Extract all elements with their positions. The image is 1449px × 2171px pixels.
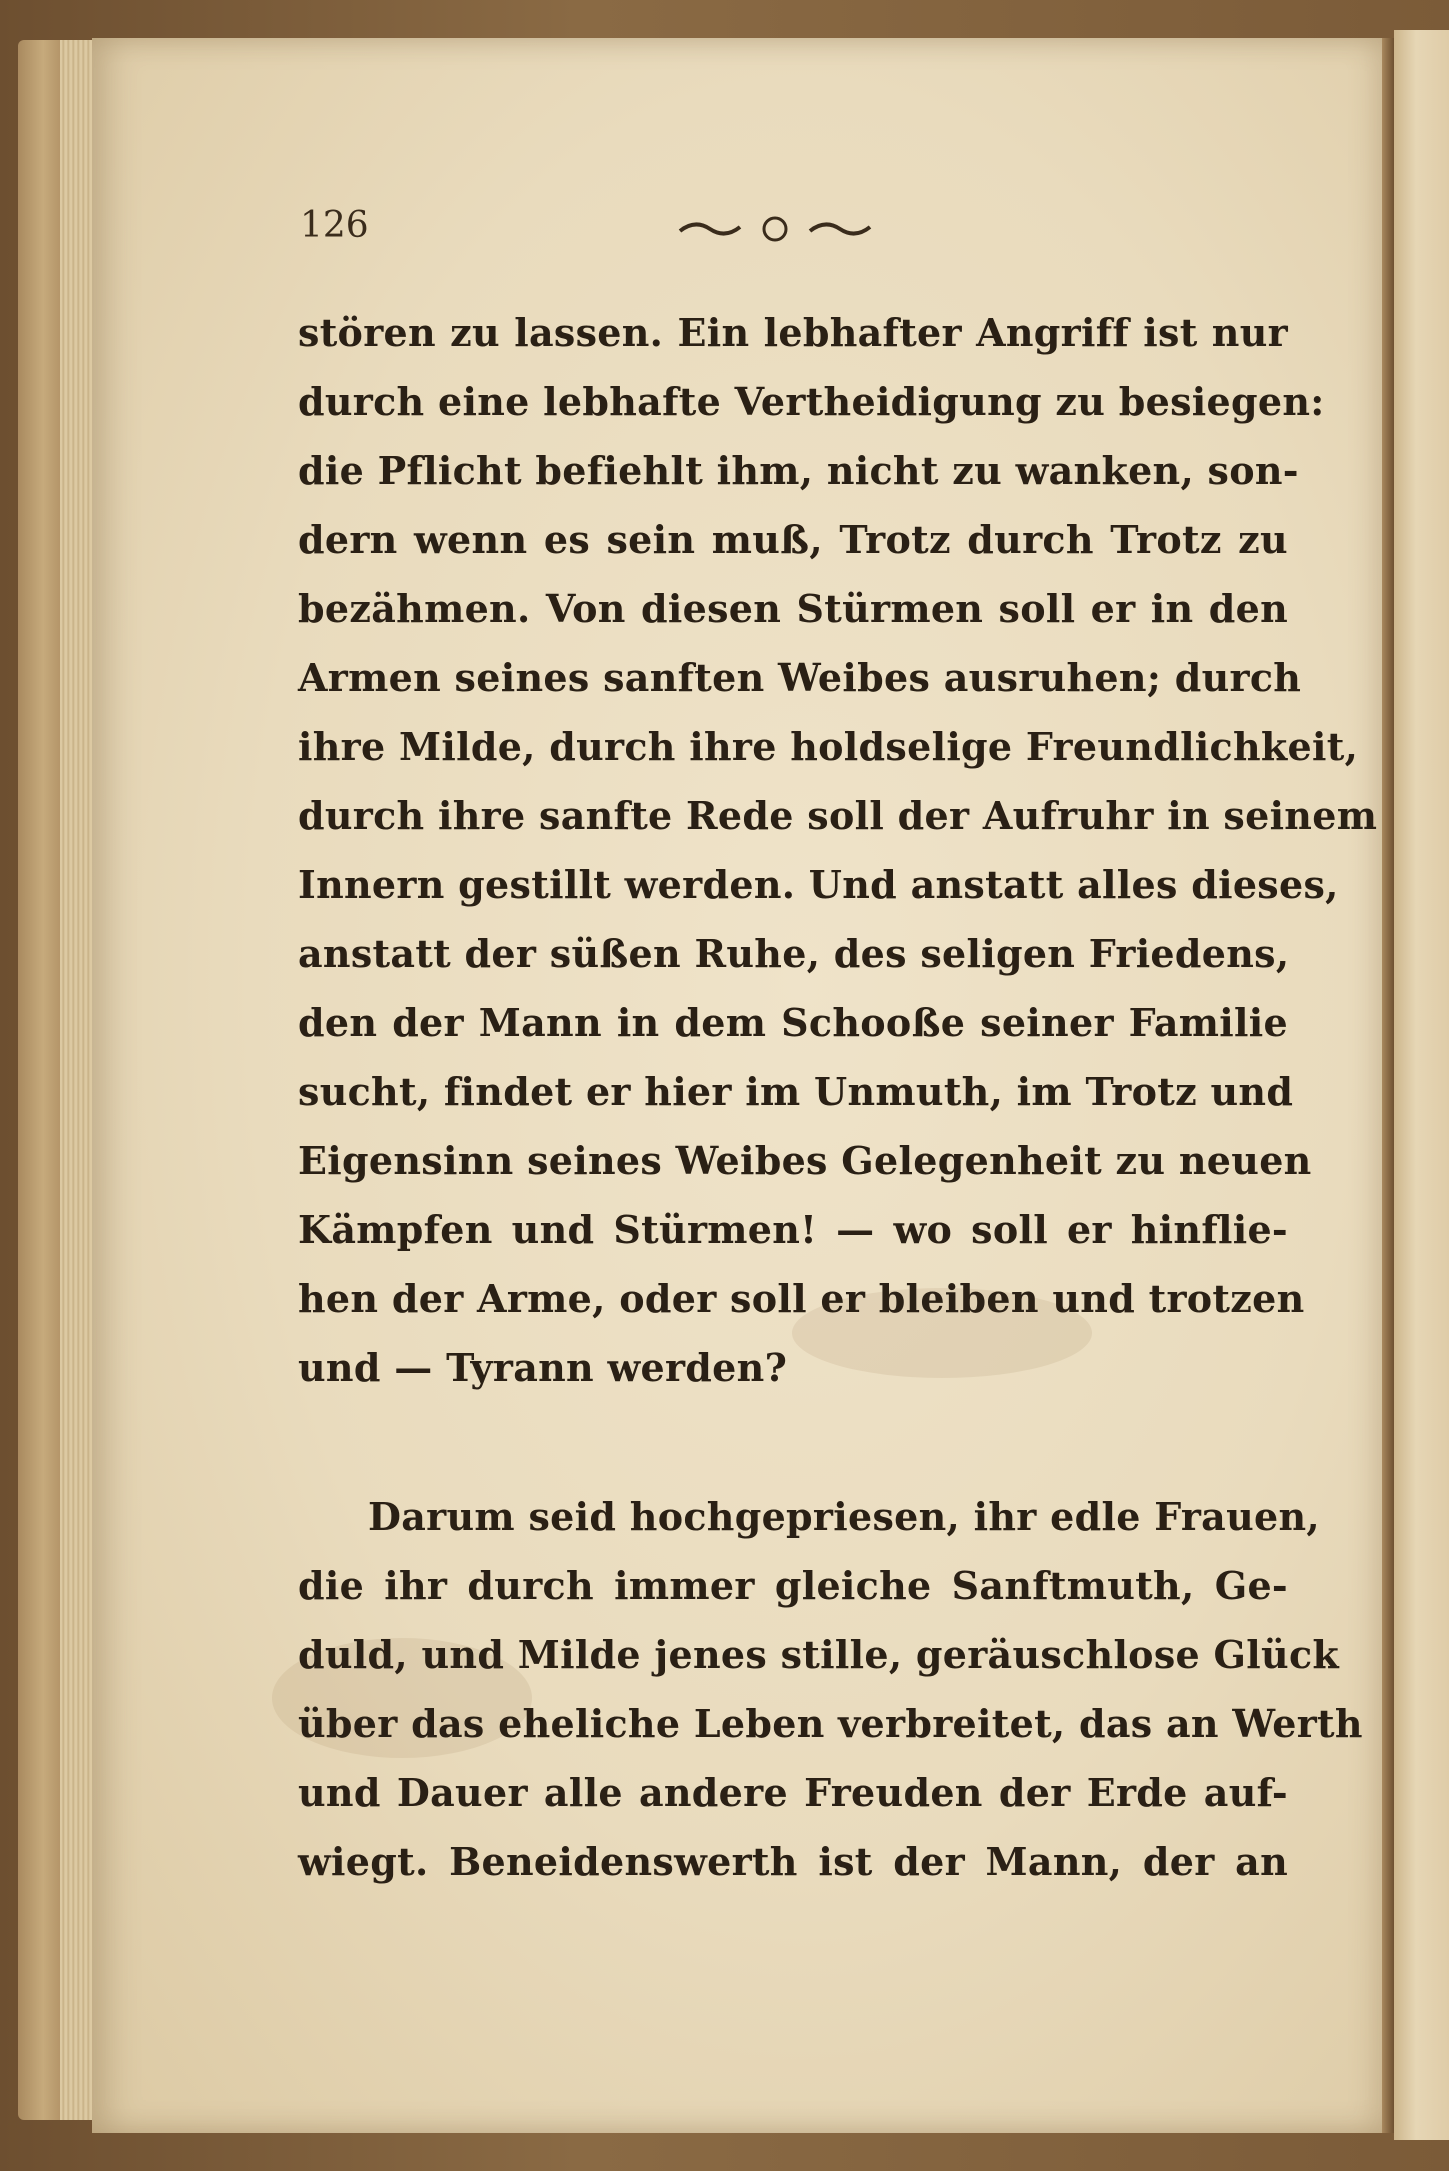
page-number: 126 bbox=[300, 205, 369, 246]
body-text bbox=[298, 298, 1378, 1896]
text-line: über das eheliche Leben verbreitet, das an Werth bbox=[298, 1701, 1363, 1746]
text-line: die ihr durch immer gleiche Sanftmuth, Ge- bbox=[298, 1563, 1288, 1608]
text-line: dern wenn es sein muß, Trotz durch Trotz zu bbox=[298, 517, 1288, 562]
text-line: hen der Arme, oder soll er bleiben und trotzen bbox=[298, 1276, 1305, 1321]
text-line: Eigensinn seines Weibes Gelegenheit zu neuen bbox=[298, 1138, 1312, 1183]
page-gutter bbox=[1382, 38, 1394, 2133]
text-line: durch eine lebhafte Vertheidigung zu besiegen: bbox=[298, 379, 1325, 424]
facing-page-edge bbox=[1394, 30, 1449, 2140]
text-line: bezähmen. Von diesen Stürmen soll er in den bbox=[298, 586, 1288, 631]
text-line: anstatt der süßen Ruhe, des seligen Friedens, bbox=[298, 931, 1290, 976]
header-ornament-icon bbox=[670, 209, 880, 249]
text-line: stören zu lassen. Ein lebhafter Angriff ist nur bbox=[298, 310, 1288, 355]
text-line: und Dauer alle andere Freuden der Erde auf- bbox=[298, 1770, 1288, 1815]
text-line: Innern gestillt werden. Und anstatt alles dieses, bbox=[298, 862, 1339, 907]
text-line: Darum seid hochgepriesen, ihr edle Frauen, bbox=[368, 1494, 1320, 1539]
text-line: die Pflicht befiehlt ihm, nicht zu wanken, son- bbox=[298, 448, 1299, 493]
text-line: durch ihre sanfte Rede soll der Aufruhr in seinem bbox=[298, 793, 1378, 838]
text-line: sucht, findet er hier im Unmuth, im Trotz und bbox=[298, 1069, 1294, 1114]
text-line: und — Tyrann werden? bbox=[298, 1345, 788, 1390]
page-header bbox=[300, 205, 1290, 265]
text-line: ihre Milde, durch ihre holdselige Freundlichkeit, bbox=[298, 724, 1359, 769]
paragraph-1 bbox=[298, 298, 1378, 1402]
paragraph-2 bbox=[298, 1482, 1363, 1896]
paragraph-gap bbox=[298, 1402, 1288, 1482]
text-line: duld, und Milde jenes stille, geräuschlose Glück bbox=[298, 1632, 1340, 1677]
text-line: Kämpfen und Stürmen! — wo soll er hinflie- bbox=[298, 1207, 1288, 1252]
text-line: Armen seines sanften Weibes ausruhen; durch bbox=[298, 655, 1302, 700]
text-line: wiegt. Beneidenswerth ist der Mann, der an bbox=[298, 1839, 1288, 1884]
text-line: den der Mann in dem Schooße seiner Familie bbox=[298, 1000, 1288, 1045]
